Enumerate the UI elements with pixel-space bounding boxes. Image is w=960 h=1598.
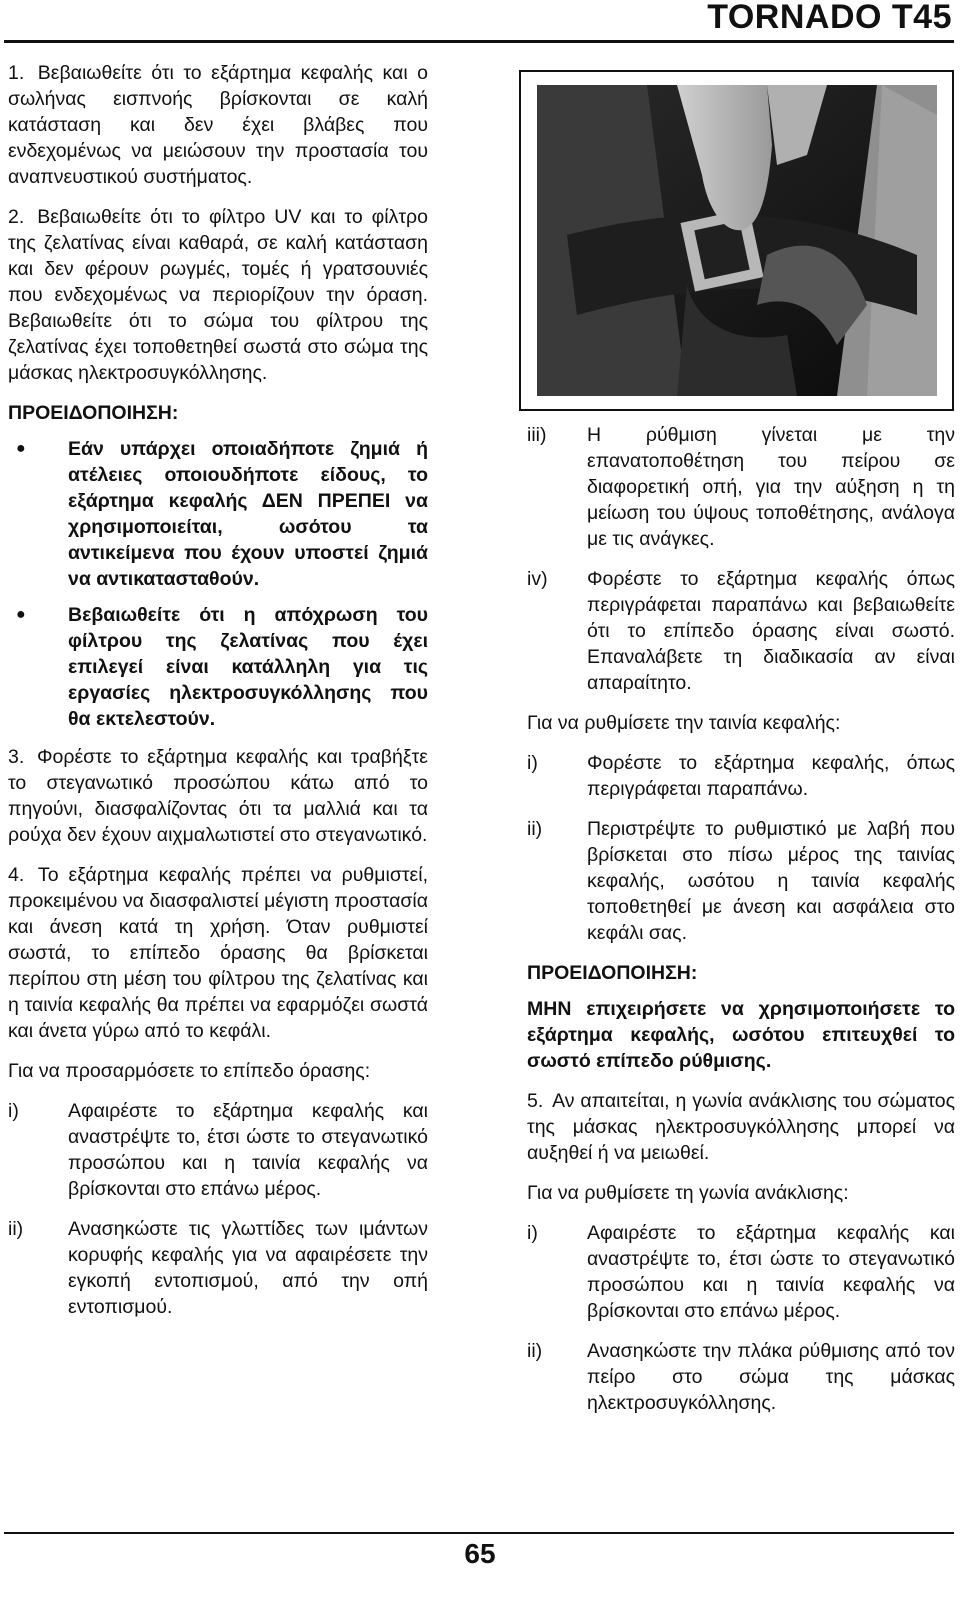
step-3-paragraph (8, 744, 428, 848)
list-item (527, 750, 955, 802)
bullet-text: Βεβαιωθείτε ότι η απόχρωση του φίλτρου της ζελατίνας που έχει επιλεγεί είναι κατάλληλη για τις εργασίες ηλεκτροσυγκόλλησης που θα εκτελεστούν. (68, 604, 428, 730)
right-column (527, 422, 955, 1430)
list-item (527, 1220, 955, 1324)
list-item (8, 1216, 428, 1320)
step-text: Αν απαιτείται, η γωνία ανάκλισης του σώματος της μάσκας ηλεκτροσυγκόλλησης μπορεί να αυξηθεί ή να μειωθεί. (527, 1090, 955, 1164)
list-marker: i) (527, 1222, 538, 1244)
list-item (527, 816, 955, 946)
step-4-paragraph (8, 862, 428, 1044)
step-number: 4. (8, 864, 25, 886)
list-text: Η ρύθμιση γίνεται με την επανατοποθέτηση του πείρου σε διαφορετική οπή, για την αύξηση η τη μείωση του ύψους τοποθέτησης, ανάλογα με τις ανάγκες. (587, 424, 955, 550)
list-text: Αφαιρέστε το εξάρτημα κεφαλής και αναστρέψτε το, έτσι ώστε το στεγανωτικό προσώπου και η ταινία κεφαλής να βρίσκονται στο επάνω μέρος. (587, 1222, 955, 1322)
list-marker: ii) (527, 1340, 543, 1362)
list-marker: i) (527, 752, 538, 774)
list-marker: ii) (8, 1218, 24, 1240)
warning-text: ΜΗΝ επιχειρήσετε να χρησιμοποιήσετε το εξάρτημα κεφαλής, ωσότου επιτευχθεί το σωστό επίπεδο ρύθμισης. (527, 998, 955, 1072)
headband-intro: Για να ρυθμίσετε την ταινία κεφαλής: (527, 712, 841, 734)
step-number: 5. (527, 1090, 544, 1112)
bullet-icon: ● (16, 440, 26, 457)
document-title: TORNADO T45 (707, 0, 952, 36)
tilt-intro: Για να ρυθμίσετε τη γωνία ανάκλισης: (527, 1182, 849, 1204)
step-text: Το εξάρτημα κεφαλής πρέπει να ρυθμιστεί, προκειμένου να διασφαλιστεί μέγιστη προστασία και άνεση κατά τη χρήση. Όταν ρυθμιστεί σωστά, το επίπεδο όρασης θα βρίσκεται περίπου στη μέση του φίλτρου της ζελατίνας και η ταινία κεφαλής θα πρέπει να εφαρμόζει σωστά και άνετα γύρω από το κεφάλι. (8, 864, 428, 1042)
list-item (527, 1338, 955, 1416)
vision-intro: Για να προσαρμόσετε το επίπεδο όρασης: (8, 1060, 371, 1082)
warning-heading: ΠΡΟΕΙΔΟΠΟΙΗΣΗ: (8, 402, 179, 424)
step-number: 2. (8, 206, 25, 228)
step-number: 1. (8, 62, 25, 84)
instruction-photo (519, 70, 954, 411)
list-marker: iii) (527, 424, 547, 446)
header-divider (4, 40, 954, 43)
step-text: Φορέστε το εξάρτημα κεφαλής και τραβήξτε το στεγανωτικό προσώπου κάτω από το πηγούνι, διασφαλίζοντας ότι τα μαλλιά και τα ρούχα δεν έχουν αιχμαλωτιστεί στο στεγανωτικό. (8, 746, 428, 846)
bullet-icon: ● (16, 606, 26, 623)
list-marker: iv) (527, 568, 548, 590)
step-text: Βεβαιωθείτε ότι το φίλτρο UV και το φίλτρο της ζελατίνας είναι καθαρά, σε καλή κατάσταση και δεν φέρουν ρωγμές, τομές ή γρατσουνιές που ενδεχομένως να περιορίζουν την όραση. Βεβαιωθείτε ότι το σώμα του φίλτρου της ζελατίνας έχει τοποθετηθεί σωστά στο σώμα της μάσκας ηλεκτροσυγκόλλησης. (8, 206, 428, 384)
warning-bullet-list (8, 436, 428, 732)
list-text: Ανασηκώστε την πλάκα ρύθμισης από τον πείρο στο σώμα της μάσκας ηλεκτροσυγκόλλησης. (587, 1340, 955, 1414)
page-number: 65 (464, 1538, 496, 1569)
footer-divider (4, 1532, 954, 1534)
warning-bullet (8, 602, 428, 732)
list-text: Ανασηκώστε τις γλωττίδες των ιμάντων κορυφής κεφαλής για να αφαιρέσετε την εγκοπή εντοπισμού, από την οπή εντοπισμού. (68, 1218, 428, 1318)
list-item (8, 1098, 428, 1202)
list-text: Φορέστε το εξάρτημα κεφαλής, όπως περιγράφεται παραπάνω. (587, 752, 955, 800)
list-marker: ii) (527, 818, 543, 840)
step-number: 3. (8, 746, 25, 768)
left-column (8, 60, 428, 1334)
list-text: Περιστρέψτε το ρυθμιστικό με λαβή που βρίσκεται στο πίσω μέρος της ταινίας κεφαλής, ωσότου η ταινία κεφαλής τοποθετηθεί με άνεση και ασφάλεια στο κεφάλι σας. (587, 818, 955, 944)
step-text: Βεβαιωθείτε ότι το εξάρτημα κεφαλής και ο σωλήνας εισπνοής βρίσκονται σε καλή κατάσταση και δεν έχει βλάβες που ενδεχομένως να μειώσουν την προστασία του αναπνευστικού συστήματος. (8, 62, 428, 188)
list-text: Φορέστε το εξάρτημα κεφαλής όπως περιγράφεται παραπάνω και βεβαιωθείτε ότι το επίπεδο όρασης είναι σωστό. Επαναλάβετε τη διαδικασία αν είναι απαραίτητο. (587, 568, 955, 694)
step-5-paragraph (527, 1088, 955, 1166)
bullet-text: Εάν υπάρχει οποιαδήποτε ζημιά ή ατέλειες οποιουδήποτε είδους, το εξάρτημα κεφαλής ΔΕΝ ΠΡΕΠΕΙ να χρησιμοποιείται, ωσότου τα αντικείμενα που έχουν υποστεί ζημιά να αντικατασταθούν. (68, 438, 428, 590)
step-1-paragraph (8, 60, 428, 190)
list-marker: i) (8, 1100, 19, 1122)
step-2-paragraph (8, 204, 428, 386)
list-text: Αφαιρέστε το εξάρτημα κεφαλής και αναστρέψτε το, έτσι ώστε το στεγανωτικό προσώπου και η ταινία κεφαλής να βρίσκονται στο επάνω μέρος. (68, 1100, 428, 1200)
warning-bullet (8, 436, 428, 592)
hand-adjusting-headband-photo (537, 85, 937, 396)
list-item (527, 422, 955, 552)
list-item (527, 566, 955, 696)
warning-heading: ΠΡΟΕΙΔΟΠΟΙΗΣΗ: (527, 962, 698, 984)
